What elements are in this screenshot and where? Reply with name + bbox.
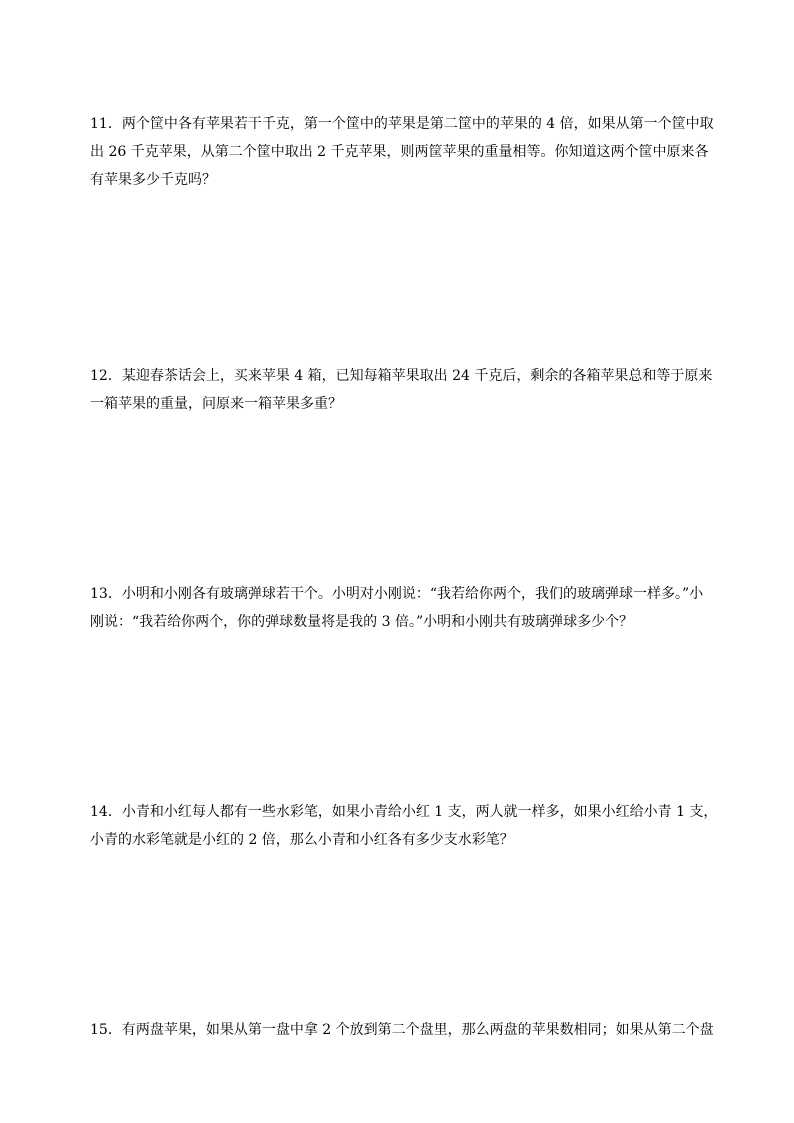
- problem-14-line-2: 小青的水彩笔就是小红的 2 倍，那么小青和小红各有多少支水彩笔？: [90, 832, 514, 848]
- problem-11-line-2: 出 26 千克苹果，从第二个筐中取出 2 千克苹果，则两筐苹果的重量相等。你知道这两个筐中原来各: [90, 144, 709, 160]
- problem-13-line-1: 13．小明和小刚各有玻璃弹球若干个。小明对小刚说：“我若给你两个，我们的玻璃弹球一样多。”小: [90, 586, 704, 602]
- problem-15: [90, 1016, 714, 1044]
- problem-15-line-1: 15．有两盘苹果，如果从第一盘中拿 2 个放到第二个盘里，那么两盘的苹果数相同；如果从第二个盘: [90, 1022, 714, 1038]
- problem-13: [90, 580, 710, 636]
- problem-12: [90, 362, 713, 418]
- problem-12-line-2: 一箱苹果的重量，问原来一箱苹果多重？: [90, 396, 342, 412]
- problem-13-line-2: 刚说：“我若给你两个，你的弹球数量将是我的 3 倍。”小明和小刚共有玻璃弹球多少个？: [90, 614, 634, 630]
- problem-11: [90, 110, 714, 194]
- problem-11-line-1: 11．两个筐中各有苹果若干千克，第一个筐中的苹果是第二筐中的苹果的 4 倍，如果从第一个筐中取: [90, 116, 714, 132]
- problem-14-line-1: 14．小青和小红每人都有一些水彩笔，如果小青给小红 1 支，两人就一样多，如果小红给小青 1 支，: [90, 804, 718, 820]
- problem-11-line-3: 有苹果多少千克吗？: [90, 172, 216, 188]
- problem-14: [90, 798, 718, 854]
- problem-12-line-1: 12．某迎春茶话会上，买来苹果 4 箱，已知每箱苹果取出 24 千克后，剩余的各箱苹果总和等于原来: [90, 368, 713, 384]
